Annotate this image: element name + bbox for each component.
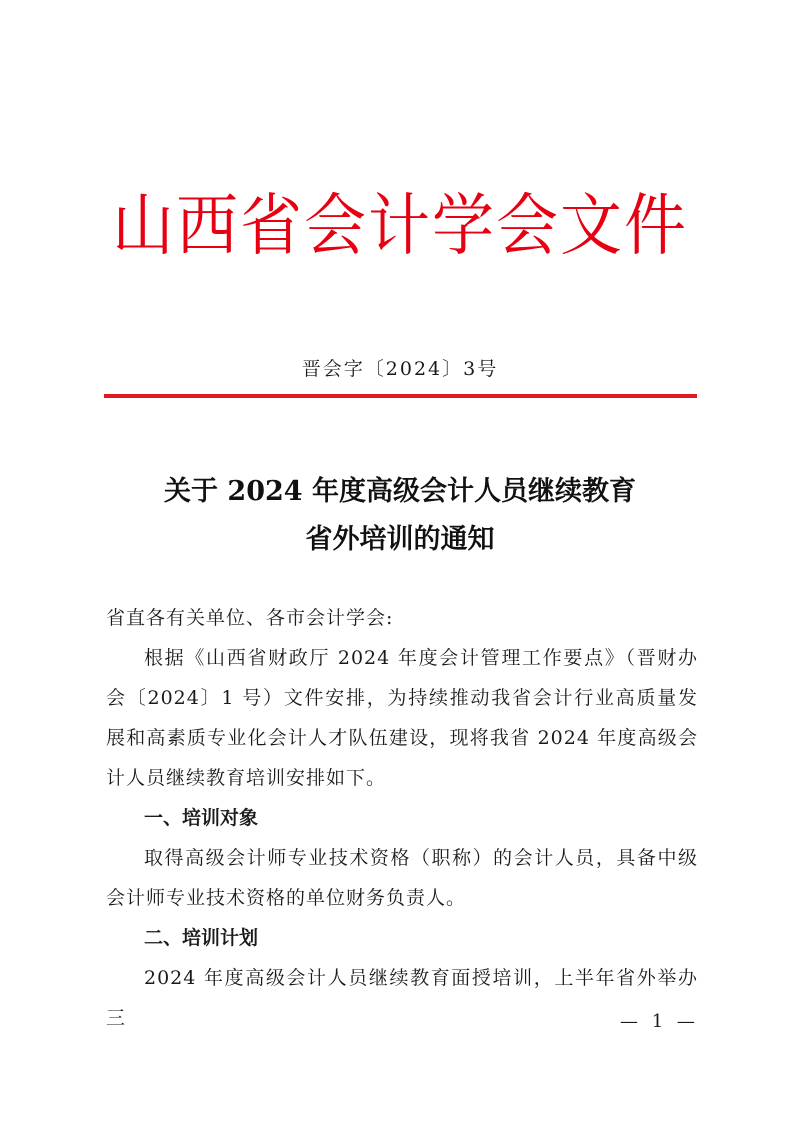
document-body — [106, 598, 698, 1038]
salutation: 省直各有关单位、各市会计学会: — [106, 607, 394, 629]
issuer-header: 山西省会计学会文件 — [111, 186, 688, 265]
intro-paragraph: 根据《山西省财政厅 2024 年度会计管理工作要点》（晋财办会〔2024〕1 号）文件安排，为持续推动我省会计行业高质量发展和高素质专业化会计人才队伍建设，现将我省 2024 年度高级会计人员继续教育培训安排如下。 — [106, 647, 698, 789]
notice-title-line-1: 关于 2024 年度高级会计人员继续教育 — [164, 476, 636, 507]
section-heading-2: 二、培训计划 — [144, 927, 259, 949]
notice-title — [0, 468, 800, 564]
notice-title-line-2: 省外培训的通知 — [305, 524, 495, 555]
section-body-1: 取得高级会计师专业技术资格（职称）的会计人员，具备中级会计师专业技术资格的单位财务负责人。 — [106, 847, 698, 909]
page-number: — 1 — — [620, 1011, 699, 1032]
section-heading-1: 一、培训对象 — [144, 807, 259, 829]
section-body-2: 2024 年度高级会计人员继续教育面授培训，上半年省外举办三 — [106, 967, 698, 1029]
document-number: 晋会字〔2024〕3号 — [301, 358, 499, 380]
red-divider-rule — [104, 394, 697, 398]
